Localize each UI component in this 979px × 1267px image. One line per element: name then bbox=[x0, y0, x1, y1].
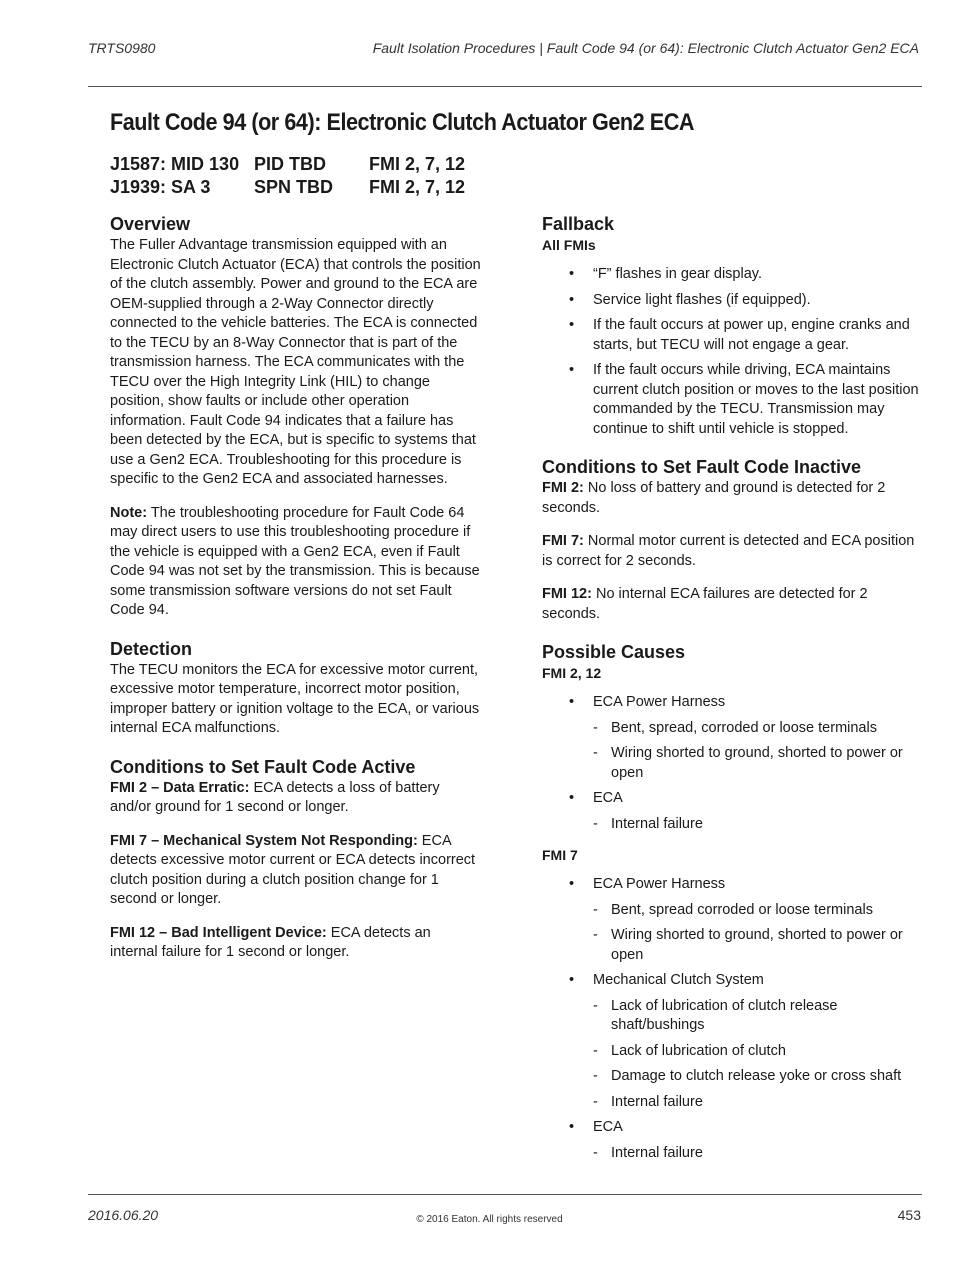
sub-list bbox=[593, 901, 920, 966]
fallback-list bbox=[542, 265, 920, 439]
page-number: 453 bbox=[897, 1207, 921, 1223]
inactive-conditions-section bbox=[542, 455, 920, 624]
list-item-text: If the fault occurs while driving, ECA maintains current clutch position or moves to the last position commanded by the TECU. Transmission may continue to shift until vehicle is stopped. bbox=[593, 362, 919, 437]
bullet-icon: • bbox=[569, 317, 575, 333]
list-item bbox=[542, 361, 920, 439]
code-spn: SPN TBD bbox=[254, 177, 334, 197]
sub-list-item bbox=[593, 901, 920, 921]
sub-list-item-text: Lack of lubrication of clutch release shaft/bushings bbox=[611, 997, 838, 1033]
fallback-subheading: All FMIs bbox=[542, 237, 596, 253]
list-item bbox=[542, 291, 920, 311]
sub-list bbox=[593, 719, 920, 784]
code-protocol: J1587: MID 130 bbox=[110, 154, 240, 174]
active-heading: Conditions to Set Fault Code Active bbox=[110, 756, 416, 777]
list-item-text: “F” flashes in gear display. bbox=[593, 266, 762, 282]
sub-list bbox=[593, 815, 920, 835]
left-column bbox=[110, 212, 482, 979]
sub-list-item bbox=[593, 926, 920, 965]
dash-icon: - bbox=[593, 901, 598, 918]
note-label: Note: bbox=[110, 504, 148, 521]
dash-icon: - bbox=[593, 1144, 598, 1161]
page-title: Fault Code 94 (or 64): Electronic Clutch Actuator Gen2 ECA bbox=[110, 109, 695, 136]
active-fmi-12 bbox=[110, 924, 482, 963]
list-item bbox=[542, 789, 920, 834]
detection-section bbox=[110, 637, 482, 739]
overview-note bbox=[110, 504, 482, 621]
causes-heading: Possible Causes bbox=[542, 642, 686, 662]
sub-list-item bbox=[593, 997, 920, 1036]
sub-list-item-text: Bent, spread, corroded or loose terminals bbox=[611, 719, 877, 736]
fmi-text: Normal motor current is detected and ECA position is correct for 2 seconds. bbox=[542, 533, 915, 569]
dash-icon: - bbox=[593, 815, 598, 832]
detection-heading: Detection bbox=[110, 638, 193, 659]
header-divider bbox=[88, 86, 922, 87]
bullet-icon: • bbox=[569, 266, 575, 282]
bullet-icon: • bbox=[569, 362, 575, 378]
sub-list bbox=[593, 1144, 920, 1164]
causes-list-fmi-2-12 bbox=[542, 693, 920, 834]
fallback-heading: Fallback bbox=[542, 214, 615, 234]
bullet-icon: • bbox=[569, 876, 575, 892]
sub-list-item bbox=[593, 1067, 920, 1087]
dash-icon: - bbox=[593, 1093, 598, 1110]
sub-list-item-text: Wiring shorted to ground, shorted to power or open bbox=[611, 745, 903, 781]
dash-icon: - bbox=[593, 719, 598, 736]
fallback-section bbox=[542, 212, 920, 439]
list-item bbox=[542, 971, 920, 1112]
code-pid: PID TBD bbox=[254, 154, 326, 174]
fmi-label: FMI 7: bbox=[542, 533, 584, 549]
sub-list-item-text: Lack of lubrication of clutch bbox=[611, 1042, 786, 1059]
right-column bbox=[542, 212, 920, 1175]
fmi-text: ECA detects excessive motor current or ECA detects incorrect clutch position during a clutch position change for 1 second or longer. bbox=[110, 832, 476, 907]
active-conditions-section bbox=[110, 755, 482, 963]
inactive-fmi-2 bbox=[542, 479, 920, 518]
fmi-label: FMI 12 – Bad Intelligent Device: bbox=[110, 924, 327, 941]
sub-list-item bbox=[593, 815, 920, 835]
list-item bbox=[542, 875, 920, 965]
list-item-text: Service light flashes (if equipped). bbox=[593, 291, 811, 308]
fmi-label: FMI 2: bbox=[542, 480, 584, 496]
overview-section bbox=[110, 212, 482, 621]
inactive-fmi-12 bbox=[542, 585, 920, 624]
fmi-text: ECA detects an internal failure for 1 second or longer. bbox=[110, 924, 431, 960]
sub-list-item bbox=[593, 719, 920, 739]
sub-list-item-text: Internal failure bbox=[611, 1144, 703, 1161]
fmi-label: FMI 2 – Data Erratic: bbox=[110, 779, 250, 796]
dash-icon: - bbox=[593, 1068, 598, 1084]
bullet-icon: • bbox=[569, 291, 575, 308]
header-doc-id: TRTS0980 bbox=[88, 40, 156, 56]
bullet-icon: • bbox=[569, 790, 575, 806]
list-item bbox=[542, 693, 920, 783]
sub-list-item bbox=[593, 744, 920, 783]
list-item-text: Mechanical Clutch System bbox=[593, 972, 764, 988]
code-protocol: J1939: SA 3 bbox=[110, 177, 211, 197]
header-section-title: Fault Isolation Procedures | Fault Code 94 (or 64): Electronic Clutch Actuator Gen2 ECA bbox=[372, 40, 919, 56]
overview-heading: Overview bbox=[110, 214, 191, 234]
list-item-text: ECA Power Harness bbox=[593, 694, 726, 710]
active-fmi-2 bbox=[110, 779, 482, 818]
overview-body: The Fuller Advantage transmission equipped with an Electronic Clutch Actuator (ECA) that controls the position of the clutch assembly. Power and ground to the ECA are OEM-supplied through a 2-Way Connector directly connected to the vehicle batteries. The ECA is connected to the TECU by an 8-Way Connector that is part of the transmission harness. The ECA communicates with the TECU over the High Integrity Link (HIL) to change position, show faults or include other operation information. Fault Code 94 indicates that a failure has been detected by the ECA, but is specific to systems that use a Gen2 ECA. Troubleshooting for this procedure is specific to the Gen2 ECA and associated harnesses. bbox=[110, 237, 481, 487]
detection-body: The TECU monitors the ECA for excessive motor current, excessive motor temperature, incorrect motor position, improper battery or ignition voltage to the ECA, or various internal ECA malfunctions. bbox=[110, 661, 480, 736]
causes-group-label: FMI 2, 12 bbox=[542, 665, 602, 681]
bullet-icon: • bbox=[569, 694, 575, 710]
note-text: The troubleshooting procedure for Fault Code 64 may direct users to use this troubleshooting procedure if the vehicle is equipped with a Gen2 ECA, even if Fault Code 94 was not set by the transmission. This is because some transmission software versions do not set Fault Code 94. bbox=[110, 504, 480, 618]
fmi-text: ECA detects a loss of battery and/or ground for 1 second or longer. bbox=[110, 779, 440, 815]
list-item-text: ECA bbox=[593, 1119, 623, 1135]
code-fmi: FMI 2, 7, 12 bbox=[369, 177, 466, 197]
bullet-icon: • bbox=[569, 1119, 575, 1135]
sub-list-item-text: Internal failure bbox=[611, 1093, 703, 1110]
sub-list-item-text: Damage to clutch release yoke or cross shaft bbox=[611, 1068, 902, 1084]
causes-group-label: FMI 7 bbox=[542, 847, 578, 863]
dash-icon: - bbox=[593, 997, 598, 1014]
list-item bbox=[542, 316, 920, 355]
sub-list-item bbox=[593, 1144, 920, 1164]
causes-list-fmi-7 bbox=[542, 875, 920, 1163]
inactive-heading: Conditions to Set Fault Code Inactive bbox=[542, 457, 862, 477]
sub-list bbox=[593, 997, 920, 1113]
list-item bbox=[542, 265, 920, 285]
sub-list-item-text: Internal failure bbox=[611, 815, 703, 832]
list-item-text: ECA bbox=[593, 790, 623, 806]
footer-copyright: © 2016 Eaton. All rights reserved bbox=[416, 1214, 563, 1225]
possible-causes-section bbox=[542, 640, 920, 1163]
inactive-fmi-7 bbox=[542, 532, 920, 571]
dash-icon: - bbox=[593, 927, 598, 943]
fmi-text: No loss of battery and ground is detected for 2 seconds. bbox=[542, 480, 886, 516]
footer-divider bbox=[88, 1194, 922, 1195]
active-fmi-7 bbox=[110, 832, 482, 910]
sub-list-item-text: Bent, spread corroded or loose terminals bbox=[611, 901, 873, 918]
sub-list-item bbox=[593, 1093, 920, 1113]
fmi-text: No internal ECA failures are detected for 2 seconds. bbox=[542, 586, 868, 622]
list-item-text: If the fault occurs at power up, engine cranks and starts, but TECU will not engage a gear. bbox=[593, 317, 910, 353]
list-item-text: ECA Power Harness bbox=[593, 876, 726, 892]
code-fmi: FMI 2, 7, 12 bbox=[369, 154, 466, 174]
dash-icon: - bbox=[593, 1042, 598, 1059]
sub-list-item-text: Wiring shorted to ground, shorted to power or open bbox=[611, 927, 903, 963]
sub-list-item bbox=[593, 1042, 920, 1062]
list-item bbox=[542, 1118, 920, 1163]
dash-icon: - bbox=[593, 745, 598, 761]
bullet-icon: • bbox=[569, 972, 575, 988]
fmi-label: FMI 12: bbox=[542, 586, 592, 602]
fmi-label: FMI 7 – Mechanical System Not Responding: bbox=[110, 832, 418, 849]
footer-date: 2016.06.20 bbox=[88, 1207, 159, 1223]
